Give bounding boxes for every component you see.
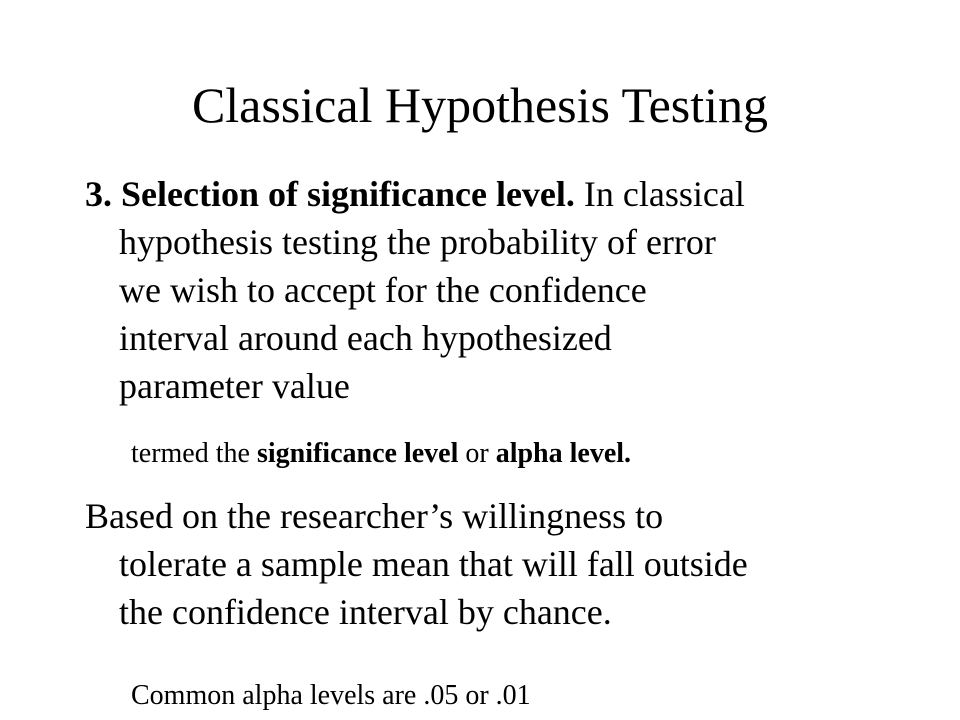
point-line: parameter value xyxy=(119,366,350,406)
point-line: hypothesis testing the probability of error xyxy=(119,222,716,262)
point-first-line xyxy=(85,170,885,218)
subpoint-common-alpha: Common alpha levels are .05 or .01 xyxy=(131,680,531,711)
slide-title: Classical Hypothesis Testing xyxy=(191,77,769,133)
subpoint-text: termed the xyxy=(131,438,257,469)
point-lead-bold: 3. Selection of significance level. xyxy=(85,174,575,214)
point-significance-selection xyxy=(85,170,885,410)
subpoint-bold-term: alpha level. xyxy=(495,438,632,469)
point-line: the confidence interval by chance. xyxy=(119,592,612,632)
point-first-line: Based on the researcher’s willingness to xyxy=(85,496,664,536)
point-continuation xyxy=(85,540,885,636)
point-lead-rest: In classical xyxy=(574,174,745,214)
point-line: interval around each hypothesized xyxy=(119,318,612,358)
subpoint-bold-term: significance level xyxy=(256,438,459,469)
point-line: tolerate a sample mean that will fall outside xyxy=(119,544,748,584)
subpoint-text: or xyxy=(458,438,496,469)
subpoint-termed xyxy=(131,436,631,472)
point-line: we wish to accept for the confidence xyxy=(119,270,647,310)
point-willingness xyxy=(85,492,885,636)
point-continuation xyxy=(85,218,885,410)
